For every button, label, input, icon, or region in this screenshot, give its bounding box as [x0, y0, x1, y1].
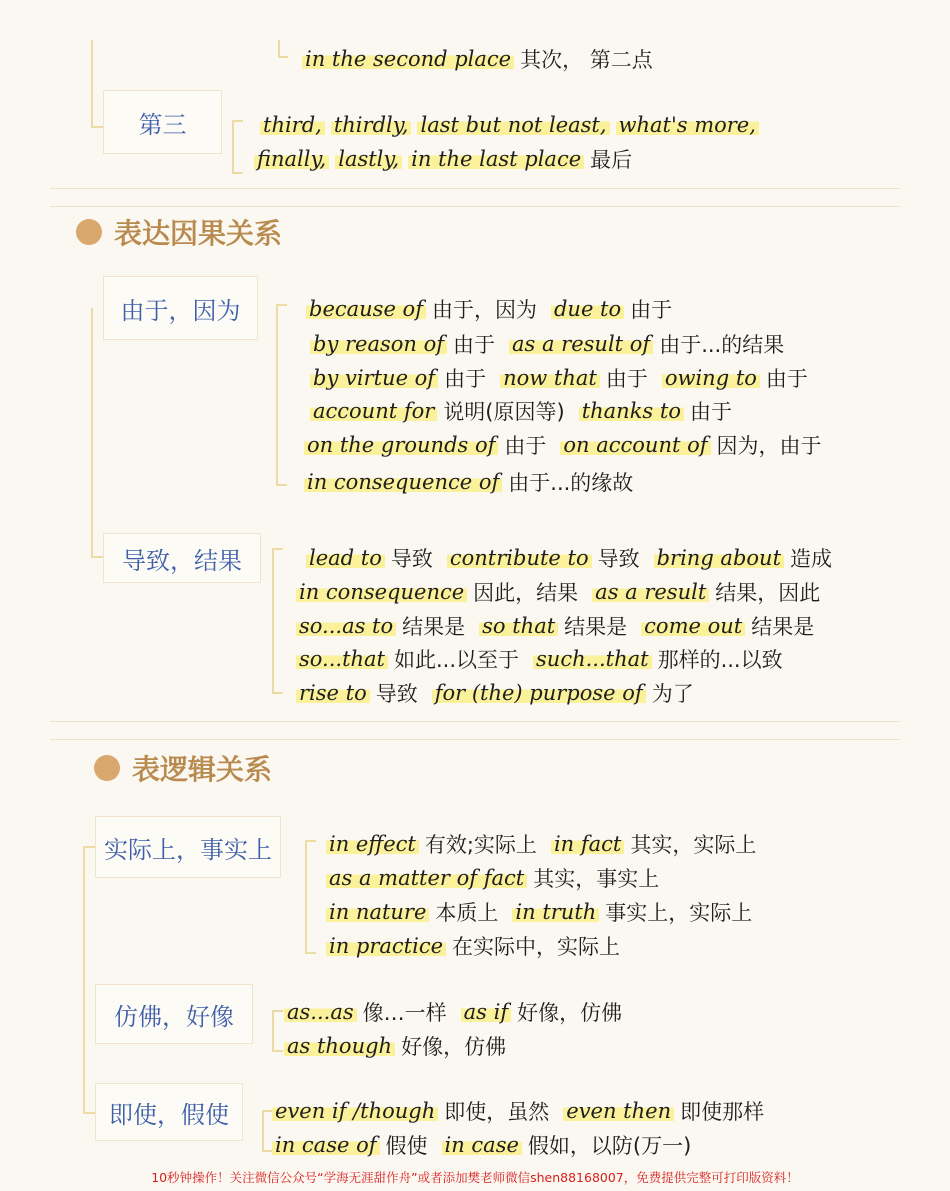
chinese-meaning: 假如，以防(万一) — [527, 1134, 692, 1158]
category-box-third: 第三 — [103, 90, 222, 154]
chinese-meaning: 由于...的结果 — [659, 333, 785, 357]
english-phrase: in fact — [551, 832, 624, 856]
chinese-meaning: 结果是 — [564, 615, 628, 639]
english-phrase: so...as to — [296, 614, 396, 638]
footer-notice: 10秒钟操作！关注微信公众号“学海无涯甜作舟”或者添加樊老师微信shen88168007，免费提供完整可打印版资料！ — [151, 1170, 799, 1185]
chinese-meaning: 本质上 — [435, 901, 499, 925]
chinese-meaning: 导致 — [375, 682, 418, 706]
entry-line — [296, 642, 797, 676]
english-phrase: what's more, — [616, 113, 759, 137]
english-phrase: so...that — [296, 647, 388, 671]
category-box-because: 由于，因为 — [103, 276, 258, 340]
english-phrase: in truth — [512, 900, 599, 924]
english-phrase: because of — [306, 297, 426, 321]
chinese-meaning: 因此，结果 — [473, 581, 579, 605]
english-phrase: due to — [551, 297, 624, 321]
section-title-text: 表达因果关系 — [114, 217, 283, 250]
entry-line — [326, 861, 673, 895]
chinese-meaning: 导致 — [390, 547, 433, 571]
entry-line — [296, 676, 708, 710]
entry-line — [254, 142, 646, 176]
entry-line — [304, 428, 836, 462]
entry-line — [284, 995, 636, 1029]
english-phrase: in effect — [326, 832, 419, 856]
chinese-meaning: 其次， 第二点 — [520, 48, 653, 72]
entry-line — [304, 465, 647, 499]
english-phrase: third, — [260, 113, 325, 137]
chinese-meaning: 其实，事实上 — [533, 867, 660, 891]
chinese-meaning: 结果，因此 — [715, 581, 821, 605]
chinese-meaning: 在实际中，实际上 — [452, 935, 621, 959]
english-phrase: lastly, — [335, 147, 402, 171]
english-phrase: contribute to — [447, 546, 592, 570]
chinese-meaning: 造成 — [790, 547, 833, 571]
english-phrase: in practice — [326, 934, 446, 958]
entry-line — [326, 895, 766, 929]
english-phrase: as though — [284, 1034, 395, 1058]
chinese-meaning: 即使那样 — [680, 1100, 765, 1124]
entry-line — [296, 575, 834, 609]
english-phrase: as if — [461, 1000, 511, 1024]
chinese-meaning: 如此...以至于 — [394, 648, 520, 672]
section-title-logic — [94, 748, 272, 788]
section-title-cause — [76, 212, 282, 252]
english-phrase: in consequence of — [304, 470, 502, 494]
english-phrase: on account of — [560, 433, 710, 457]
english-phrase: such...that — [533, 647, 652, 671]
english-phrase: thirdly, — [331, 113, 412, 137]
chinese-meaning: 由于，因为 — [431, 298, 537, 322]
english-phrase: finally, — [254, 147, 329, 171]
english-phrase: in consequence — [296, 580, 467, 604]
chinese-meaning: 其实，实际上 — [630, 833, 757, 857]
english-phrase: in the second place — [302, 47, 514, 71]
english-phrase: last but not least, — [417, 113, 609, 137]
bullet-dot-icon — [76, 219, 102, 245]
chinese-meaning: 由于 — [605, 367, 648, 391]
english-phrase: even then — [563, 1099, 674, 1123]
chinese-meaning: 事实上，实际上 — [605, 901, 753, 925]
chinese-meaning: 说明(原因等) — [443, 400, 565, 424]
entry-line — [284, 1029, 520, 1063]
english-phrase: lead to — [306, 546, 385, 570]
entry-line — [272, 1094, 778, 1128]
chinese-meaning: 由于 — [630, 298, 673, 322]
entry-line — [306, 292, 686, 326]
entry-line — [310, 394, 746, 428]
chinese-meaning: 结果是 — [751, 615, 815, 639]
chinese-meaning: 结果是 — [402, 615, 466, 639]
entry-line — [296, 609, 828, 643]
english-phrase: rise to — [296, 681, 370, 705]
english-phrase: in case of — [272, 1133, 380, 1157]
entry-line — [302, 42, 667, 76]
entry-line — [326, 929, 634, 963]
chinese-meaning: 由于 — [689, 400, 732, 424]
chinese-meaning: 有效;实际上 — [424, 833, 537, 857]
chinese-meaning: 导致 — [597, 547, 640, 571]
chinese-meaning: 像…一样 — [362, 1001, 447, 1025]
english-phrase: for (the) purpose of — [432, 681, 646, 705]
section-title-text: 表逻辑关系 — [132, 753, 273, 786]
chinese-meaning: 为了 — [651, 682, 694, 706]
english-phrase: now that — [500, 366, 600, 390]
chinese-meaning: 好像，仿佛 — [517, 1001, 623, 1025]
chinese-meaning: 由于 — [765, 367, 808, 391]
english-phrase: by virtue of — [310, 366, 438, 390]
chinese-meaning: 由于 — [444, 367, 487, 391]
entry-line — [306, 541, 846, 575]
chinese-meaning: 那样的...以致 — [657, 648, 783, 672]
entry-line — [260, 108, 765, 142]
english-phrase: as a result of — [509, 332, 653, 356]
english-phrase: in nature — [326, 900, 429, 924]
chinese-meaning: 最后 — [590, 148, 633, 172]
english-phrase: by reason of — [310, 332, 447, 356]
english-phrase: on the grounds of — [304, 433, 498, 457]
english-phrase: in case — [442, 1133, 522, 1157]
category-box-fact: 实际上，事实上 — [95, 816, 281, 878]
category-box-even: 即使，假使 — [95, 1083, 243, 1141]
english-phrase: even if /though — [272, 1099, 438, 1123]
english-phrase: as a result — [592, 580, 709, 604]
english-phrase: bring about — [654, 546, 784, 570]
entry-line — [272, 1128, 705, 1162]
chinese-meaning: 由于...的缘故 — [508, 471, 634, 495]
chinese-meaning: 即使，虽然 — [444, 1100, 550, 1124]
category-box-asif: 仿佛，好像 — [95, 984, 253, 1044]
english-phrase: as a matter of fact — [326, 866, 527, 890]
english-phrase: account for — [310, 399, 437, 423]
chinese-meaning: 假使 — [385, 1134, 428, 1158]
category-box-result: 导致，结果 — [103, 533, 261, 583]
bullet-dot-icon — [94, 755, 120, 781]
english-phrase: so that — [479, 614, 558, 638]
english-phrase: as...as — [284, 1000, 357, 1024]
entry-line — [326, 827, 770, 861]
chinese-meaning: 因为，由于 — [716, 434, 822, 458]
english-phrase: in the last place — [408, 147, 584, 171]
english-phrase: thanks to — [579, 399, 684, 423]
chinese-meaning: 由于 — [504, 434, 547, 458]
english-phrase: come out — [641, 614, 745, 638]
chinese-meaning: 由于 — [453, 333, 496, 357]
english-phrase: owing to — [662, 366, 760, 390]
entry-line — [310, 327, 798, 361]
entry-line — [310, 361, 822, 395]
chinese-meaning: 好像，仿佛 — [401, 1035, 507, 1059]
